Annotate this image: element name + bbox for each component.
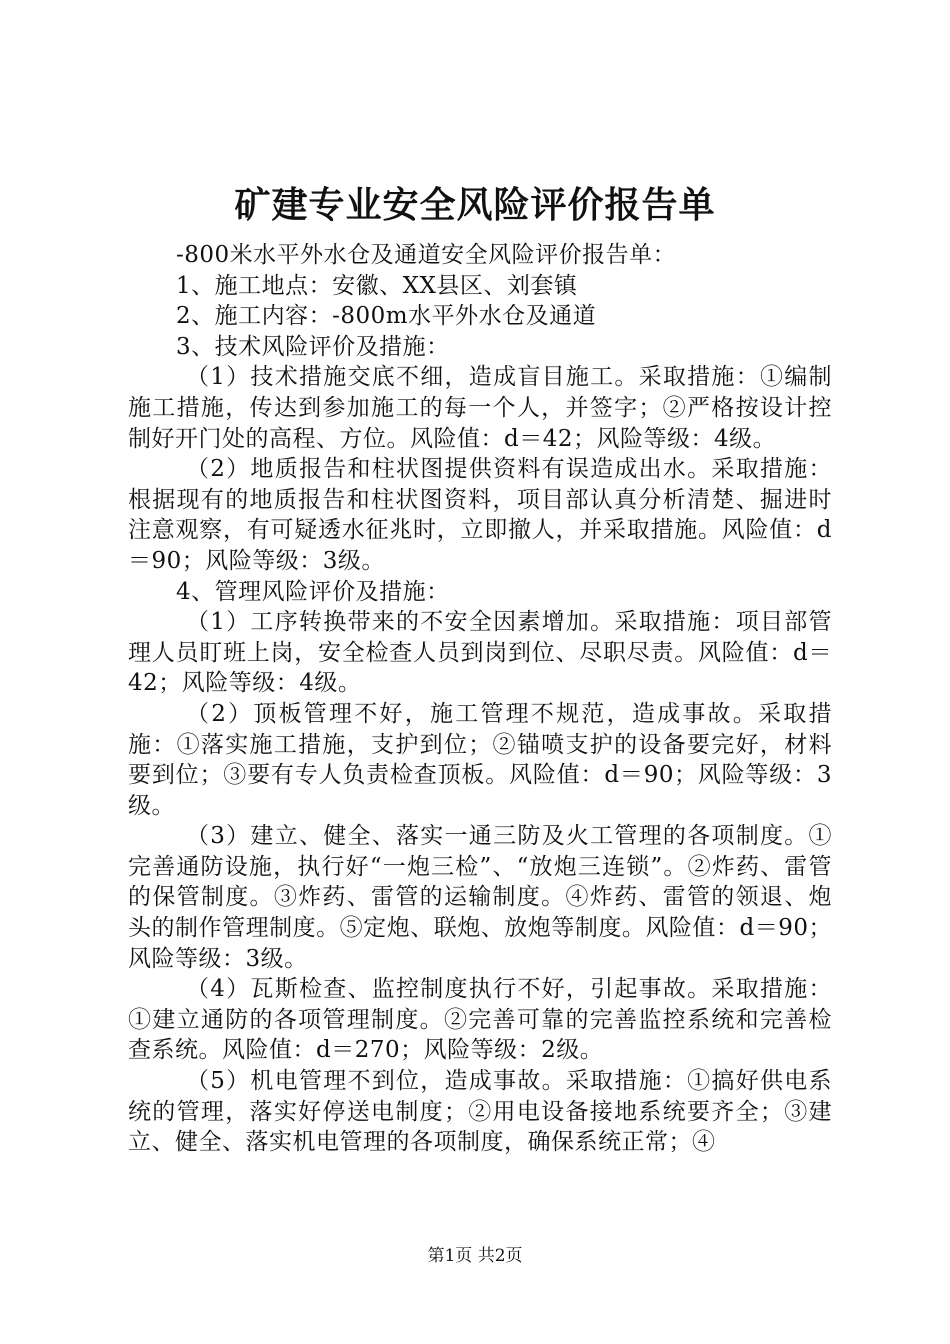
technical-risk-item-2: （2）地质报告和柱状图提供资料有误造成出水。采取措施：根据现有的地质报告和柱状图资料，项目部认真分析清楚、掘进时注意观察，有可疑透水征兆时，立即撤人，并采取措施。风险值：d＝90；风险等级：3级。 bbox=[128, 456, 832, 574]
construction-content-paragraph: 2、施工内容：-800m水平外水仓及通道 bbox=[176, 303, 597, 330]
management-risk-item-5: （5）机电管理不到位，造成事故。采取措施：①搞好供电系统的管理，落实好停送电制度；②用电设备接地系统要齐全；③建立、健全、落实机电管理的各项制度，确保系统正常；④ bbox=[128, 1068, 832, 1156]
technical-risk-item-1: （1）技术措施交底不细，造成盲目施工。采取措施：①编制施工措施，传达到参加施工的每一个人，并签字；②严格按设计控制好开门处的高程、方位。风险值：d＝42；风险等级：4级。 bbox=[128, 364, 832, 452]
document-body bbox=[128, 240, 832, 1158]
management-risk-item-3: （3）建立、健全、落实一通三防及火工管理的各项制度。①完善通防设施，执行好“一炮三检”、“放炮三连锁”。②炸药、雷管的保管制度。③炸药、雷管的运输制度。④炸药、雷管的领退、炮头的制作管理制度。⑤定炮、联炮、放炮等制度。风险值：d＝90；风险等级：3级。 bbox=[128, 823, 832, 972]
construction-location-paragraph: 1、施工地点：安徽、XX县区、刘套镇 bbox=[176, 272, 578, 299]
management-risk-item-2: （2）顶板管理不好，施工管理不规范，造成事故。采取措施：①落实施工措施，支护到位；②锚喷支护的设备要完好，材料要到位；③要有专人负责检查顶板。风险值：d＝90；风险等级：3级。 bbox=[128, 700, 832, 819]
page-number-footer: 第1页 共2页 bbox=[427, 1246, 523, 1266]
management-risk-item-4: （4）瓦斯检查、监控制度执行不好，引起事故。采取措施：①建立通防的各项管理制度。②完善可靠的完善监控系统和完善检查系统。风险值：d＝270；风险等级：2级。 bbox=[128, 976, 832, 1064]
management-risk-heading: 4、管理风险评价及措施： bbox=[176, 578, 450, 605]
management-risk-item-1: （1）工序转换带来的不安全因素增加。采取措施：项目部管理人员盯班上岗，安全检查人员到岗到位、尽职尽责。风险值：d＝42；风险等级：4级。 bbox=[128, 609, 832, 697]
document-title: 矿建专业安全风险评价报告单 bbox=[234, 185, 716, 226]
technical-risk-heading: 3、技术风险评价及措施： bbox=[176, 333, 450, 360]
intro-paragraph: -800米水平外水仓及通道安全风险评价报告单： bbox=[176, 242, 677, 268]
